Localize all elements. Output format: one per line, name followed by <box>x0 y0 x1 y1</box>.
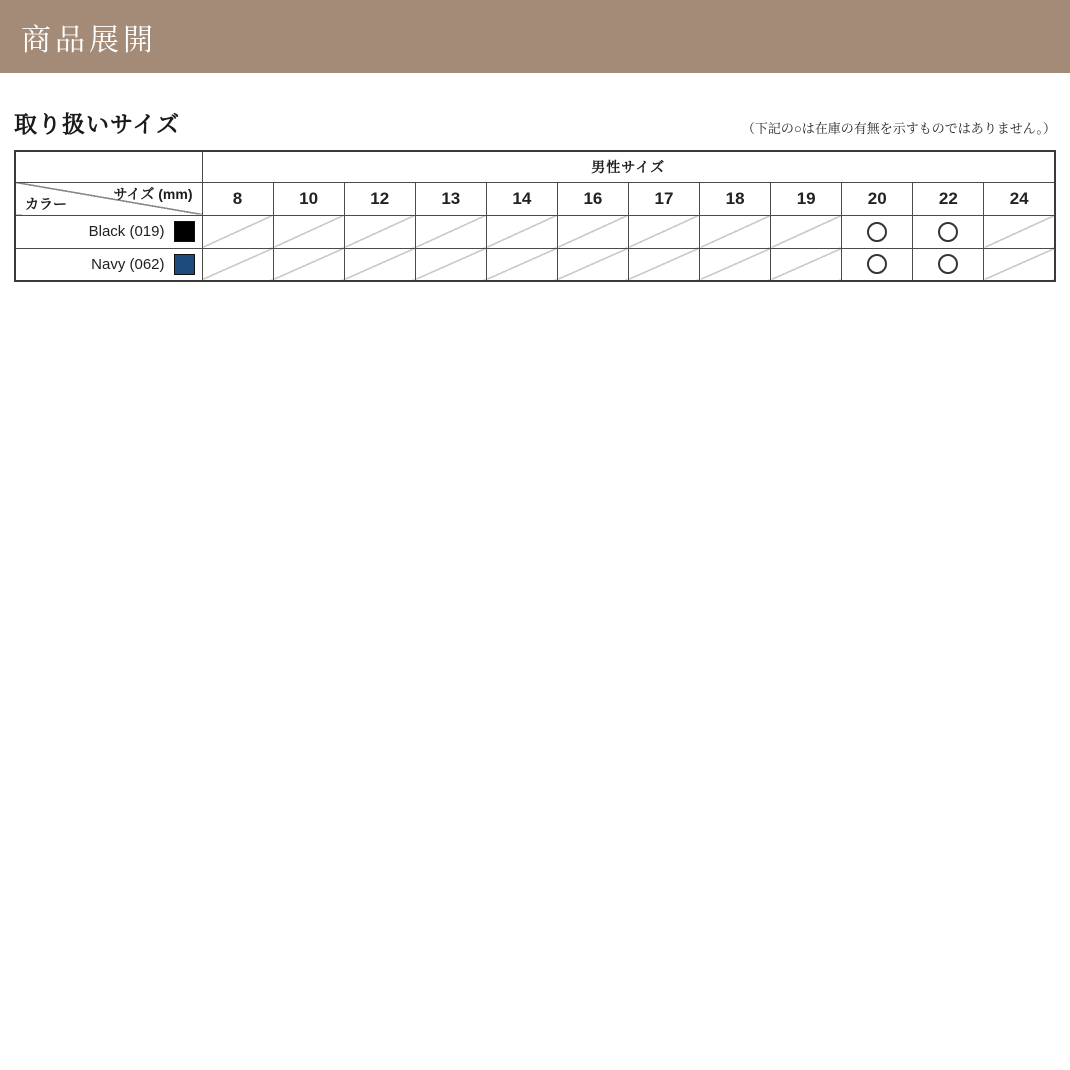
color-swatch-black <box>174 221 195 242</box>
availability-note: （下記の○は在庫の有無を示すものではありません。） <box>741 121 1056 136</box>
section-header-row <box>14 106 1056 139</box>
size-column-header: 17 <box>628 182 699 215</box>
availability-cell <box>486 248 557 281</box>
availability-cell <box>557 248 628 281</box>
color-row-label-cell <box>15 215 202 248</box>
availability-cell <box>913 215 984 248</box>
availability-cell <box>984 248 1055 281</box>
availability-cell <box>700 248 771 281</box>
circle-icon <box>938 222 958 242</box>
circle-icon <box>867 222 887 242</box>
availability-cell <box>273 248 344 281</box>
size-column-header: 24 <box>984 182 1055 215</box>
size-column-header: 20 <box>842 182 913 215</box>
corner-diagonal-cell <box>15 182 202 215</box>
availability-cell <box>415 248 486 281</box>
group-header-row <box>15 151 1055 182</box>
availability-cell <box>415 215 486 248</box>
availability-cell <box>202 215 273 248</box>
availability-cell <box>557 215 628 248</box>
header-bar <box>0 0 1070 73</box>
availability-cell <box>700 215 771 248</box>
size-column-header: 18 <box>700 182 771 215</box>
availability-cell <box>344 215 415 248</box>
content-area <box>0 106 1070 282</box>
size-column-header: 16 <box>557 182 628 215</box>
color-row-label <box>16 221 202 242</box>
color-name-label: Navy (062) <box>91 255 165 273</box>
size-header-row <box>15 182 1055 215</box>
color-row-label <box>16 254 202 275</box>
availability-cell <box>842 248 913 281</box>
availability-cell <box>771 215 842 248</box>
section-title: 取り扱いサイズ <box>14 111 181 137</box>
size-column-header: 14 <box>486 182 557 215</box>
availability-cell <box>628 248 699 281</box>
corner-color-label: カラー <box>25 195 67 212</box>
availability-cell <box>202 248 273 281</box>
size-column-header: 8 <box>202 182 273 215</box>
table-row-navy <box>15 248 1055 281</box>
availability-cell <box>273 215 344 248</box>
size-column-header: 19 <box>771 182 842 215</box>
availability-cell <box>913 248 984 281</box>
availability-cell <box>628 215 699 248</box>
table-row-black <box>15 215 1055 248</box>
availability-cell <box>486 215 557 248</box>
availability-cell <box>344 248 415 281</box>
color-name-label: Black (019) <box>88 223 165 240</box>
availability-cell <box>842 215 913 248</box>
circle-icon <box>867 254 887 274</box>
size-column-header: 13 <box>415 182 486 215</box>
color-swatch-navy <box>174 254 195 275</box>
size-column-header: 12 <box>344 182 415 215</box>
corner-blank-cell <box>15 151 202 182</box>
color-row-label-cell <box>15 248 202 281</box>
corner-size-label: サイズ (mm) <box>113 185 193 202</box>
availability-cell <box>771 248 842 281</box>
mens-size-group-header: 男性サイズ <box>202 151 1055 182</box>
page-title: 商品展開 <box>21 23 157 57</box>
availability-cell <box>984 215 1055 248</box>
size-column-header: 10 <box>273 182 344 215</box>
circle-icon <box>938 254 958 274</box>
size-column-header: 22 <box>913 182 984 215</box>
size-availability-table <box>14 150 1056 282</box>
